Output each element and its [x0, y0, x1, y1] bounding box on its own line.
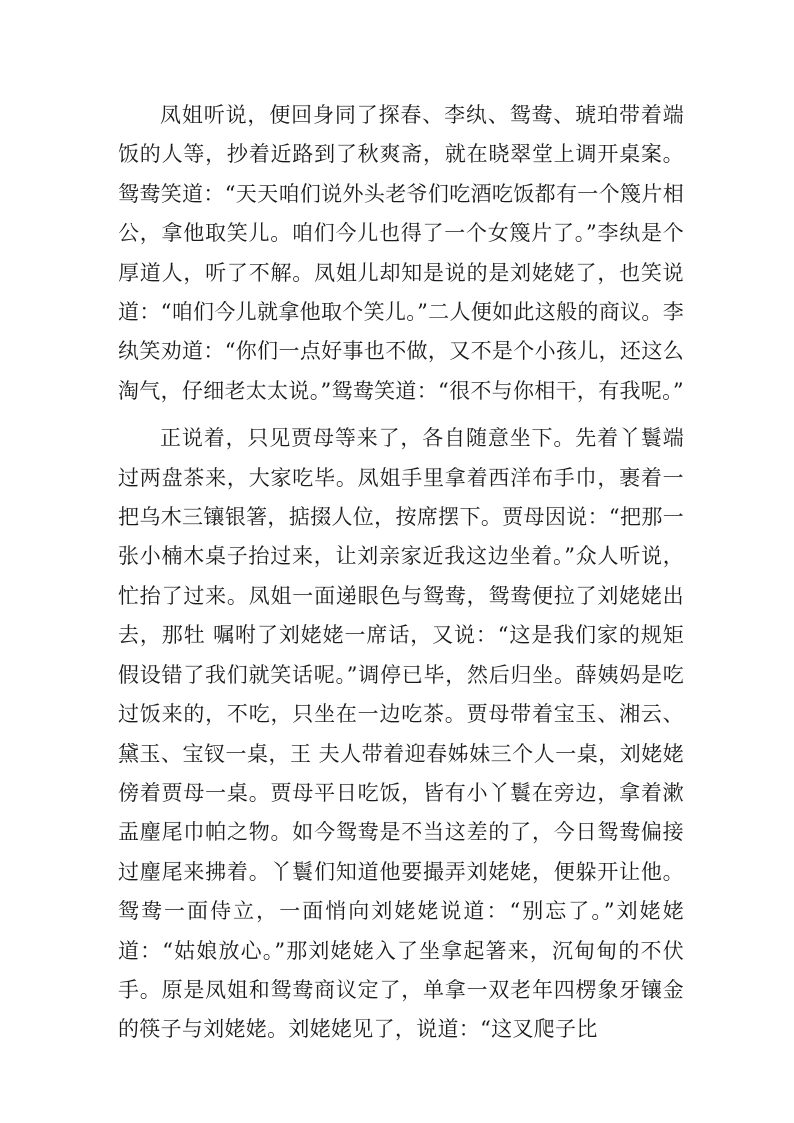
- paragraph-gap: [118, 411, 684, 419]
- paragraph-2: 正说着，只见贾母等来了，各自随意坐下。先着丫鬟端过两盘茶来，大家吃毕。凤姐手里拿着西洋布手巾，裹着一把乌木三镶银箸，掂掇人位，按席摆下。贾母因说：“把那一张小楠木桌子抬过来，让刘亲家近我这边坐着。”众人听说，忙抬了过来。凤姐一面递眼色与鸳鸯，鸳鸯便拉了刘姥姥出去，那牡 嘱咐了刘姥姥一席话，又说：“这是我们家的规矩 假设错了我们就笑话呢。”调停已毕，然后归坐。薛姨妈是吃 过饭来的，不吃，只坐在一边吃茶。贾母带着宝玉、湘云、黛玉、宝钗一桌，王 夫人带着迎春姊妹三个人一桌，刘姥姥傍着贾母一桌。贾母平日吃饭，皆有小丫鬟在旁边，拿着漱盂麈尾巾帕之物。如今鸳鸯是不当这差的了，今日鸳鸯偏接过麈尾来拂着。丫鬟们知道他要撮弄刘姥姥，便躲开让他。鸳鸯一面侍立，一面悄向刘姥姥说道：“别忘了。”刘姥姥道：“姑娘放心。”那刘姥姥入了坐拿起箸来，沉甸甸的不伏手。原是凤姐和鸳鸯商议定了，单拿一双老年四楞象牙镶金的筷子与刘姥姥。刘姥姥见了，说道：“这叉爬子比: [118, 426, 684, 1042]
- document-page: [118, 96, 684, 1050]
- paragraph-1: 凤姐听说，便回身同了探春、李纨、鸳鸯、琥珀带着端饭的人等，抄着近路到了秋爽斋，就在晓翠堂上调开桌案。鸳鸯笑道：“天天咱们说外头老爷们吃酒吃饭都有一个篾片相公，拿他取笑儿。咱们今儿也得了一个女篾片了。”李纨是个厚道人，听了不解。凤姐儿却知是说的是刘姥姥了，也笑说道：“咱们今儿就拿他取个笑儿。”二人便如此这般的商议。李纨笑劝道：“你们一点好事也不做，又不是个小孩儿，还这么淘气，仔细老太太说。”鸳鸯笑道：“很不与你相干，有我呢。”: [118, 103, 684, 403]
